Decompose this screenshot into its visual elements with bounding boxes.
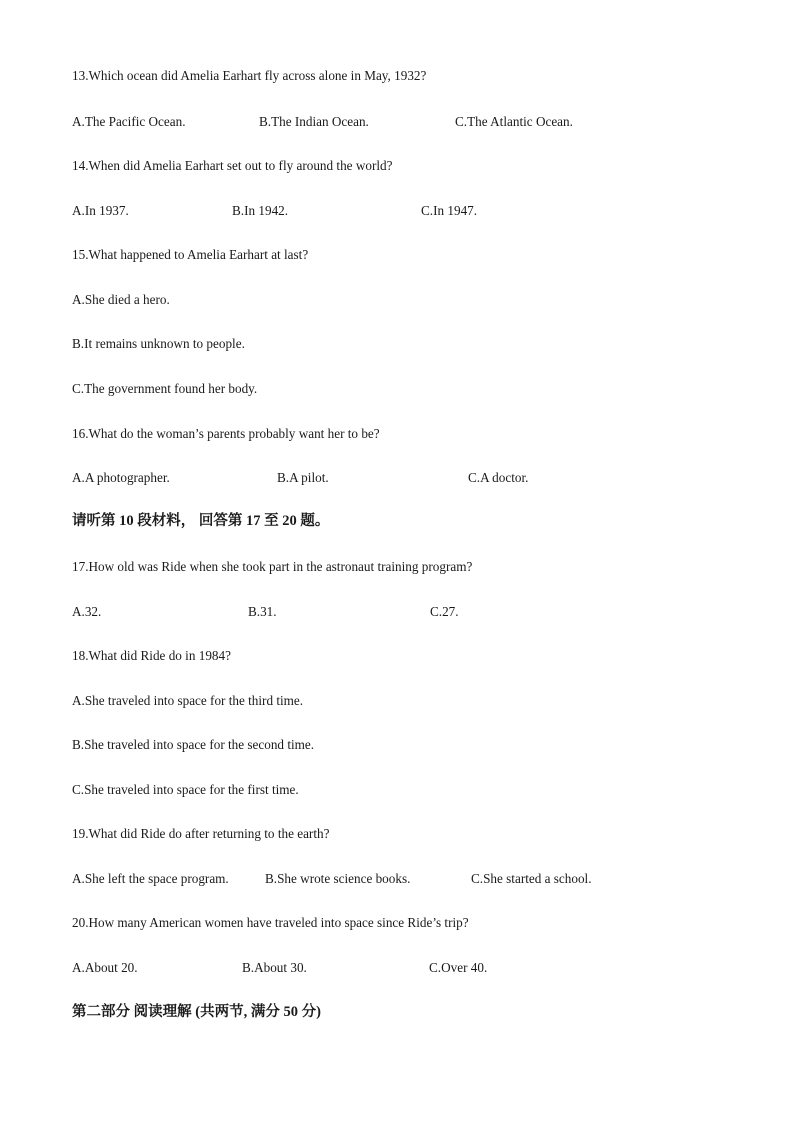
part-2-heading: 第二部分 阅读理解 (共两节, 满分 50 分) xyxy=(72,1004,321,1020)
q13-option-a: A.The Pacific Ocean. xyxy=(72,114,186,129)
question-14: 14.When did Amelia Earhart set out to fly around the world? xyxy=(72,158,393,173)
question-16: 16.What do the woman’s parents probably want her to be? xyxy=(72,426,380,441)
q17-option-b: B.31. xyxy=(248,604,277,619)
q16-option-b: B.A pilot. xyxy=(277,470,329,485)
question-17: 17.How old was Ride when she took part in the astronaut training program? xyxy=(72,559,473,574)
question-19: 19.What did Ride do after returning to the earth? xyxy=(72,826,330,841)
q14-option-c: C.In 1947. xyxy=(421,203,478,218)
q19-option-b: B.She wrote science books. xyxy=(265,871,411,886)
q18-option-b: B.She traveled into space for the second time. xyxy=(72,737,315,752)
q14-option-b: B.In 1942. xyxy=(232,203,289,218)
q20-option-b: B.About 30. xyxy=(242,960,307,975)
q16-option-a: A.A photographer. xyxy=(72,470,170,485)
q18-option-a: A.She traveled into space for the third time. xyxy=(72,693,304,708)
q19-option-a: A.She left the space program. xyxy=(72,871,229,886)
q16-option-c: C.A doctor. xyxy=(468,470,529,485)
q20-option-a: A.About 20. xyxy=(72,960,138,975)
q17-option-c: C.27. xyxy=(430,604,459,619)
q13-option-c: C.The Atlantic Ocean. xyxy=(455,114,573,129)
q15-option-a: A.She died a hero. xyxy=(72,292,170,307)
question-15: 15.What happened to Amelia Earhart at last? xyxy=(72,247,309,262)
question-20: 20.How many American women have traveled into space since Ride’s trip? xyxy=(72,915,469,930)
q18-option-c: C.She traveled into space for the first time. xyxy=(72,782,299,797)
q15-option-c: C.The government found her body. xyxy=(72,381,258,396)
section-10-heading: 请听第 10 段材料， 回答第 17 至 20 题。 xyxy=(72,513,330,529)
q20-option-c: C.Over 40. xyxy=(429,960,488,975)
q19-option-c: C.She started a school. xyxy=(471,871,592,886)
q13-option-b: B.The Indian Ocean. xyxy=(259,114,369,129)
question-18: 18.What did Ride do in 1984? xyxy=(72,648,231,663)
q17-option-a: A.32. xyxy=(72,604,102,619)
q14-option-a: A.In 1937. xyxy=(72,203,129,218)
q15-option-b: B.It remains unknown to people. xyxy=(72,336,245,351)
question-13: 13.Which ocean did Amelia Earhart fly across alone in May, 1932? xyxy=(72,68,427,83)
